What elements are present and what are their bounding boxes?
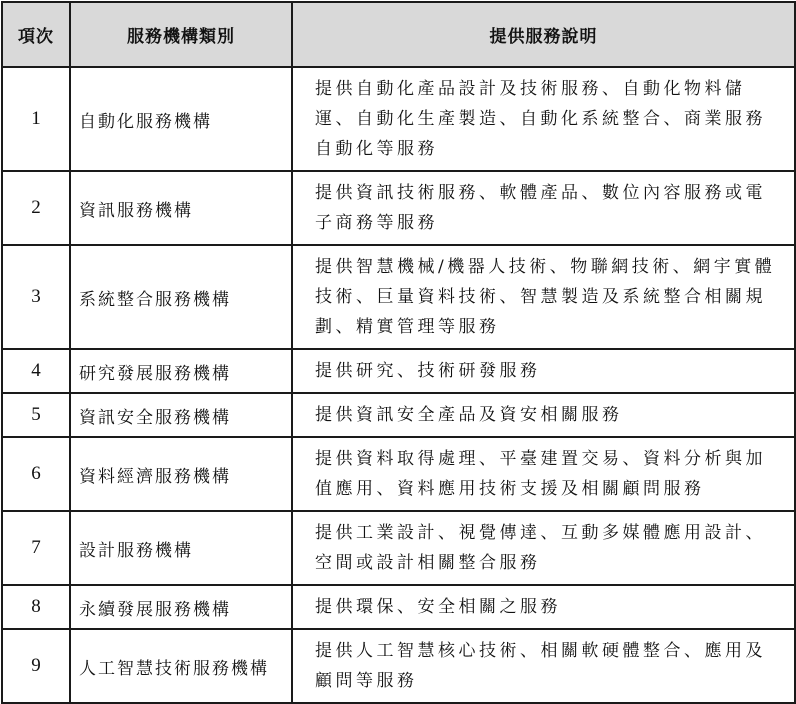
row-index: 8 [2,585,70,629]
table-row [2,349,795,393]
table-header-row [2,2,795,67]
row-category: 資訊服務機構 [70,171,292,245]
row-category: 系統整合服務機構 [70,245,292,349]
row-category: 設計服務機構 [70,511,292,585]
row-category: 永續發展服務機構 [70,585,292,629]
row-description: 提供資訊技術服務、軟體產品、數位內容服務或電子商務等服務 [292,171,795,245]
table-row [2,437,795,511]
table-row [2,171,795,245]
row-category: 資訊安全服務機構 [70,393,292,437]
row-description: 提供資訊安全產品及資安相關服務 [292,393,795,437]
row-index: 2 [2,171,70,245]
row-index: 6 [2,437,70,511]
row-description: 提供智慧機械/機器人技術、物聯網技術、網宇實體技術、巨量資料技術、智慧製造及系統整合相關規劃、精實管理等服務 [292,245,795,349]
header-category: 服務機構類別 [70,2,292,67]
header-index: 項次 [2,2,70,67]
table-row [2,629,795,703]
header-description: 提供服務說明 [292,2,795,67]
row-description: 提供工業設計、視覺傳達、互動多媒體應用設計、空間或設計相關整合服務 [292,511,795,585]
table-row [2,511,795,585]
row-index: 5 [2,393,70,437]
row-description: 提供資料取得處理、平臺建置交易、資料分析與加值應用、資料應用技術支援及相關顧問服務 [292,437,795,511]
row-category: 自動化服務機構 [70,67,292,171]
row-category: 資料經濟服務機構 [70,437,292,511]
row-description: 提供研究、技術研發服務 [292,349,795,393]
row-description: 提供自動化產品設計及技術服務、自動化物料儲運、自動化生產製造、自動化系統整合、商業服務自動化等服務 [292,67,795,171]
service-institutions-table [1,1,796,704]
row-category: 研究發展服務機構 [70,349,292,393]
table-row [2,245,795,349]
table-row [2,67,795,171]
row-index: 3 [2,245,70,349]
row-index: 9 [2,629,70,703]
row-category: 人工智慧技術服務機構 [70,629,292,703]
row-index: 7 [2,511,70,585]
row-description: 提供人工智慧核心技術、相關軟硬體整合、應用及顧問等服務 [292,629,795,703]
table-row [2,393,795,437]
row-index: 1 [2,67,70,171]
table-row [2,585,795,629]
row-description: 提供環保、安全相關之服務 [292,585,795,629]
row-index: 4 [2,349,70,393]
